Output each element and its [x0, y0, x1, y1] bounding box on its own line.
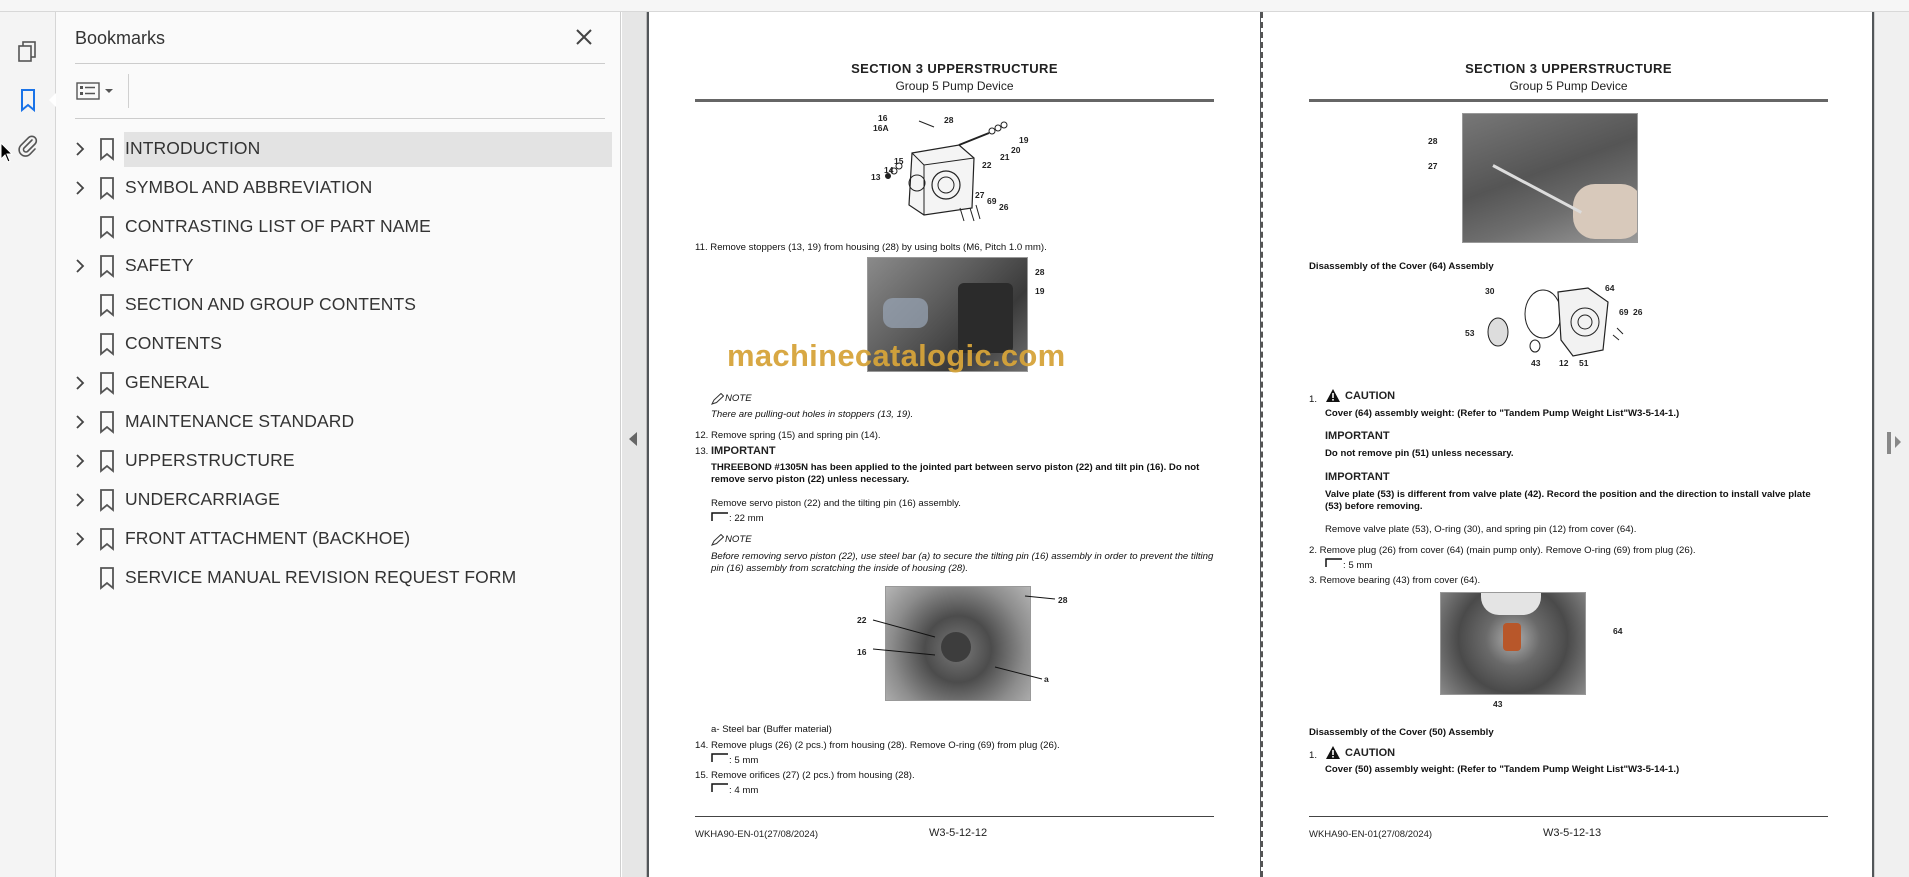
document-viewport[interactable]: [622, 12, 1909, 877]
section-title: SECTION 3 UPPERSTRUCTURE: [851, 61, 1058, 76]
bookmark-label: GENERAL: [125, 372, 210, 392]
step-2: 2. Remove plug (26) from cover (64) (main pump only). Remove O-ring (69) from plug (26).: [1309, 545, 1696, 556]
step-3: 3. Remove bearing (43) from cover (64).: [1309, 575, 1481, 586]
bookmark-label: SAFETY: [125, 255, 194, 275]
important-label: IMPORTANT: [1325, 430, 1390, 442]
collapse-panel-handle[interactable]: [622, 12, 647, 877]
bookmark-icon: [96, 371, 118, 395]
bookmarks-icon[interactable]: [10, 82, 46, 118]
bookmark-item[interactable]: [56, 520, 621, 559]
bookmark-icon: [96, 410, 118, 434]
figure-label: 26: [1633, 307, 1643, 317]
caution-text: Cover (50) assembly weight: (Refer to "Tandem Pump Weight List"W3-5-14-1.): [1325, 764, 1680, 775]
bookmark-item[interactable]: [56, 247, 621, 286]
bookmarks-panel: [56, 12, 621, 877]
header-rule: [695, 99, 1214, 102]
pencil-note-icon: [711, 393, 724, 405]
attachments-paperclip-icon[interactable]: [10, 128, 46, 164]
bookmark-label: UNDERCARRIAGE: [125, 489, 280, 509]
chevron-right-icon[interactable]: [70, 412, 90, 432]
photo-label: 43: [1493, 699, 1503, 709]
bookmark-item[interactable]: [56, 364, 621, 403]
photo-label: 28: [1428, 136, 1438, 146]
bookmark-item[interactable]: [56, 169, 621, 208]
vertical-scrollbar[interactable]: [1874, 12, 1909, 877]
group-title: Group 5 Pump Device: [895, 79, 1014, 93]
page-thumbnails-icon[interactable]: [10, 34, 46, 70]
caution-text: Cover (64) assembly weight: (Refer to "Tandem Pump Weight List"W3-5-14-1.): [1325, 408, 1680, 419]
important-label: IMPORTANT: [711, 445, 776, 457]
figure-label: 30: [1485, 286, 1495, 296]
bookmark-list: [56, 130, 621, 598]
close-icon[interactable]: [571, 24, 597, 50]
doc-code: WKHA90-EN-01(27/08/2024): [1309, 829, 1433, 840]
photo-label: 28: [1035, 267, 1045, 277]
doc-code: WKHA90-EN-01(27/08/2024): [695, 829, 819, 840]
bookmark-label: SERVICE MANUAL REVISION REQUEST FORM: [125, 567, 517, 587]
important-label: IMPORTANT: [1325, 471, 1390, 483]
bookmark-item[interactable]: [56, 208, 621, 247]
note-text: There are pulling-out holes in stoppers (13, 19).: [711, 409, 914, 420]
footer-rule: [695, 816, 1214, 817]
pdf-page-right: [1261, 12, 1872, 877]
divider: [128, 74, 129, 108]
bookmark-icon: [96, 332, 118, 356]
photo-label: 28: [1058, 595, 1068, 605]
figure-label: 43: [1531, 358, 1541, 368]
figure-label: 22: [982, 160, 992, 170]
warning-triangle-icon: [1325, 388, 1341, 403]
photo-label: 27: [1428, 161, 1438, 171]
divider: [75, 63, 605, 64]
footer-rule: [1309, 816, 1828, 817]
chevron-left-icon: [629, 432, 637, 446]
bookmark-icon: [96, 215, 118, 239]
figure-label: 16A: [873, 123, 889, 133]
figure-label: 64: [1605, 283, 1615, 293]
figure-label: 16: [878, 113, 888, 123]
figure-label: 21: [1000, 152, 1010, 162]
list-options-icon: [76, 81, 100, 101]
chevron-right-icon[interactable]: [70, 256, 90, 276]
bookmark-icon: [96, 137, 118, 161]
wrench-size-icon: [1325, 558, 1343, 568]
photo-label: 64: [1613, 626, 1623, 636]
photo-label: 16: [857, 647, 867, 657]
page-number: W3-5-12-12: [929, 827, 988, 839]
figure-label: 69: [987, 196, 997, 206]
chevron-right-icon[interactable]: [70, 490, 90, 510]
chevron-right-icon[interactable]: [70, 529, 90, 549]
note-label: NOTE: [725, 534, 752, 545]
step-11: 11. Remove stoppers (13, 19) from housing (28) by using bolts (M6, Pitch 1.0 mm).: [695, 242, 1047, 253]
bearing-photo: [1440, 592, 1586, 695]
chevron-down-icon: [104, 86, 114, 96]
section-heading: Disassembly of the Cover (64) Assembly: [1309, 261, 1494, 272]
header-rule: [1309, 99, 1828, 102]
figure-label: 13: [871, 172, 881, 182]
bookmark-label: MAINTENANCE STANDARD: [125, 411, 355, 431]
step-12: 12. Remove spring (15) and spring pin (14).: [695, 430, 881, 441]
wrench-size-icon: [711, 512, 729, 522]
figure-label: 26: [999, 202, 1009, 212]
step-15: 15. Remove orifices (27) (2 pcs.) from housing (28).: [695, 770, 915, 781]
scrollbar-thumb[interactable]: [1887, 432, 1891, 454]
pdf-page-left: [649, 12, 1260, 877]
important-text: THREEBOND #1305N has been applied to the jointed part between servo piston (22) and tilt pin (16). Do not remove servo piston (22) unless necessary.: [711, 462, 1200, 485]
bookmark-icon: [96, 293, 118, 317]
warning-triangle-icon: [1325, 745, 1341, 760]
note-text: Before removing servo piston (22), use steel bar (a) to secure the tilting pin (16) assembly in order to prevent the tilting pin (16) assembly from scratching the inside of housing (28).: [711, 551, 1214, 574]
important-text: Do not remove pin (51) unless necessary.: [1325, 448, 1514, 459]
important-text: Valve plate (53) is different from valve plate (42). Record the position and the direction to install valve plate (53) before removing.: [1325, 489, 1811, 512]
wrench-size: : 5 mm: [729, 755, 759, 766]
chevron-right-icon[interactable]: [70, 373, 90, 393]
top-toolbar-edge: [0, 0, 1909, 12]
wrench-size-icon: [711, 753, 729, 763]
orifice-photo: [1462, 113, 1638, 243]
figure-label: 15: [894, 156, 904, 166]
wrench-size: : 22 mm: [729, 513, 764, 524]
photo-label: 22: [857, 615, 867, 625]
step-number: 1.: [1309, 750, 1318, 761]
pencil-note-icon: [711, 534, 724, 546]
figure-label: 12: [1559, 358, 1569, 368]
caption: a- Steel bar (Buffer material): [711, 724, 832, 735]
step-14: 14. Remove plugs (26) (2 pcs.) from housing (28). Remove O-ring (69) from plug (26).: [695, 740, 1060, 751]
figure-label: 69: [1619, 307, 1629, 317]
bookmark-item[interactable]: [56, 559, 621, 598]
bookmark-item[interactable]: [56, 286, 621, 325]
bookmark-icon: [96, 176, 118, 200]
group-title: Group 5 Pump Device: [1509, 79, 1628, 93]
chevron-right-icon[interactable]: [70, 451, 90, 471]
wrench-size: : 4 mm: [729, 785, 759, 796]
bookmark-label: CONTRASTING LIST OF PART NAME: [125, 216, 431, 236]
bookmark-label: FRONT ATTACHMENT (BACKHOE): [125, 528, 411, 548]
figure-label: 19: [1019, 135, 1029, 145]
section-heading: Disassembly of the Cover (50) Assembly: [1309, 727, 1494, 738]
photo-label: 19: [1035, 286, 1045, 296]
callout-lines: [865, 592, 1068, 692]
figure-label: 20: [1011, 145, 1021, 155]
bookmark-icon: [96, 488, 118, 512]
page-number: W3-5-12-13: [1543, 827, 1602, 839]
chevron-right-icon[interactable]: [70, 178, 90, 198]
wrench-size-icon: [711, 783, 729, 793]
bookmark-item[interactable]: [56, 403, 621, 442]
bookmark-icon: [96, 449, 118, 473]
bookmark-icon: [96, 566, 118, 590]
photo-label: a: [1044, 674, 1049, 684]
panel-title: Bookmarks: [75, 28, 166, 48]
note-label: NOTE: [725, 393, 752, 404]
figure-label: 14: [884, 165, 894, 175]
mouse-cursor-icon: [0, 142, 14, 164]
bookmark-label: SYMBOL AND ABBREVIATION: [125, 177, 373, 197]
figure-label: 27: [975, 190, 985, 200]
caution-label: CAUTION: [1345, 390, 1396, 402]
chevron-right-icon: [1895, 436, 1901, 448]
divider: [75, 118, 605, 119]
bookmark-label: CONTENTS: [125, 333, 223, 353]
instruction: Remove servo piston (22) and the tilting pin (16) assembly.: [711, 498, 961, 509]
caution-label: CAUTION: [1345, 747, 1396, 759]
step-number: 1.: [1309, 394, 1318, 405]
bookmark-options-button[interactable]: [76, 78, 124, 104]
step-number: 13.: [695, 446, 709, 457]
wrench-size: : 5 mm: [1343, 560, 1373, 571]
section-title: SECTION 3 UPPERSTRUCTURE: [1465, 61, 1672, 76]
watermark-text: machinecatalogic.com: [727, 338, 1066, 373]
bookmark-item[interactable]: [56, 481, 621, 520]
figure-label: 28: [944, 115, 954, 125]
chevron-right-icon[interactable]: [70, 139, 90, 159]
bookmark-label: INTRODUCTION: [125, 138, 261, 158]
bookmark-item[interactable]: [56, 442, 621, 481]
bookmark-icon: [96, 527, 118, 551]
bookmark-label: UPPERSTRUCTURE: [125, 450, 295, 470]
bookmark-icon: [96, 254, 118, 278]
bookmark-item[interactable]: [56, 130, 621, 169]
bookmark-label: SECTION AND GROUP CONTENTS: [125, 294, 417, 314]
figure-label: 51: [1579, 358, 1589, 368]
instruction: Remove valve plate (53), O-ring (30), and spring pin (12) from cover (64).: [1325, 524, 1637, 535]
bookmark-item[interactable]: [56, 325, 621, 364]
figure-label: 53: [1465, 328, 1475, 338]
